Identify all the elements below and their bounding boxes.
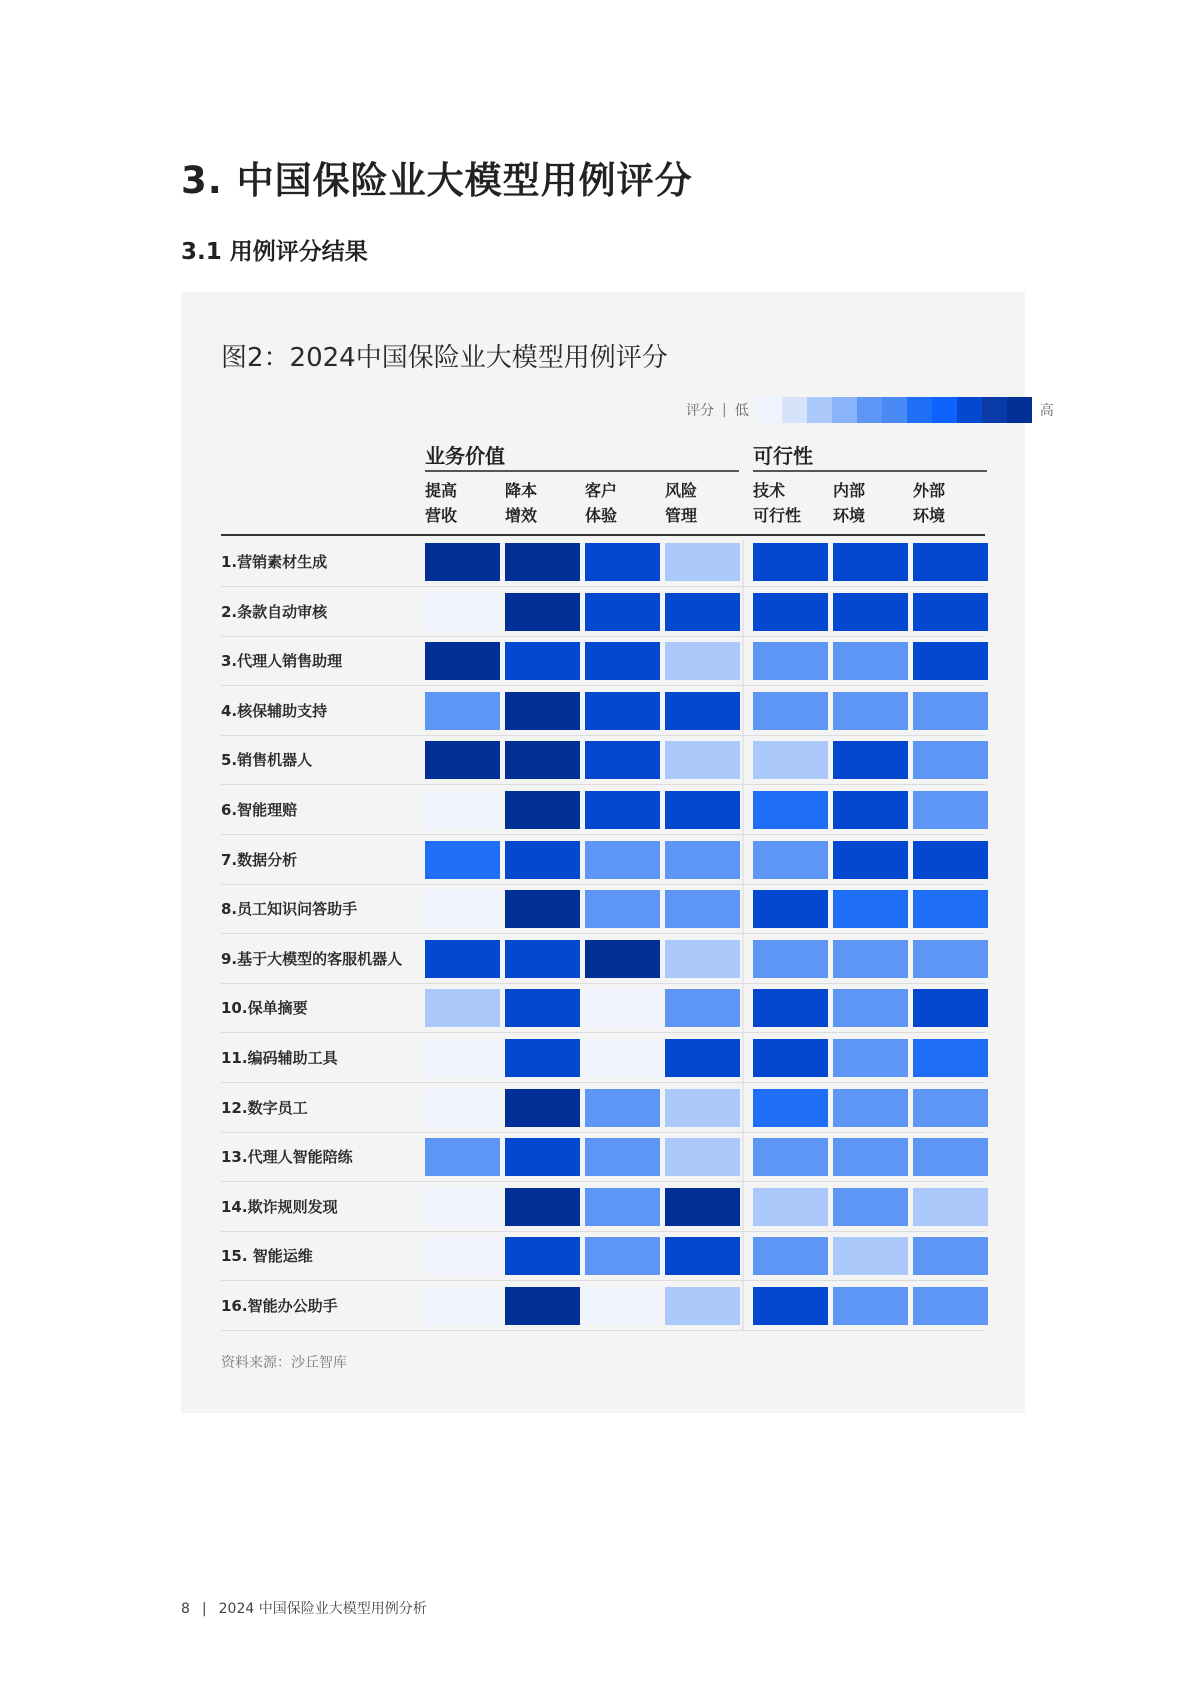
heatmap-cell — [425, 1138, 500, 1176]
heatmap-cell — [585, 1188, 660, 1226]
heatmap-cell — [585, 642, 660, 680]
legend-swatch — [882, 397, 907, 423]
heatmap-cell — [833, 543, 908, 581]
heatmap-cell — [425, 543, 500, 581]
legend-swatch — [932, 397, 957, 423]
heatmap-cell — [913, 989, 988, 1027]
heatmap-cell — [425, 593, 500, 631]
heatmap-cell — [833, 1237, 908, 1275]
legend-swatch — [857, 397, 882, 423]
heatmap-cell — [913, 1089, 988, 1127]
heatmap-cell — [585, 1089, 660, 1127]
heatmap-cell — [913, 1287, 988, 1325]
row-label: 13.代理人智能陪练 — [221, 1148, 353, 1167]
heatmap-cell — [585, 1138, 660, 1176]
heatmap-cell — [753, 642, 828, 680]
column-header — [753, 478, 823, 528]
legend-swatch — [957, 397, 982, 423]
heatmap-cell — [425, 989, 500, 1027]
heatmap-cell — [505, 1138, 580, 1176]
row-divider — [221, 1181, 985, 1182]
heatmap-cell — [425, 642, 500, 680]
row-label: 4.核保辅助支持 — [221, 701, 328, 720]
group-label-business-value: 业务价值 — [425, 444, 505, 468]
row-divider — [221, 884, 985, 885]
column-header-line1: 内部 — [833, 481, 866, 500]
heatmap-cell — [585, 890, 660, 928]
heatmap-cell — [753, 1089, 828, 1127]
footer-doc-title: 2024 中国保险业大模型用例分析 — [218, 1601, 427, 1617]
heatmap-cell — [753, 1287, 828, 1325]
row-divider — [221, 983, 985, 984]
heatmap-cell — [753, 890, 828, 928]
heatmap-cell — [425, 791, 500, 829]
heatmap-cell — [665, 890, 740, 928]
heatmap-cell — [505, 841, 580, 879]
heatmap-cell — [665, 741, 740, 779]
heatmap-cell — [833, 1039, 908, 1077]
column-header-line1: 客户 — [585, 481, 618, 500]
heatmap-cell — [665, 1138, 740, 1176]
heatmap-cell — [505, 1237, 580, 1275]
page-footer — [181, 1598, 427, 1618]
row-label: 5.销售机器人 — [221, 751, 313, 770]
heatmap-cell — [585, 940, 660, 978]
heatmap-cell — [585, 1039, 660, 1077]
heatmap-cell — [833, 1188, 908, 1226]
column-header-line2: 环境 — [913, 506, 946, 525]
heatmap-cell — [913, 791, 988, 829]
heatmap-cell — [753, 1188, 828, 1226]
heatmap-cell — [665, 1188, 740, 1226]
row-label: 11.编码辅助工具 — [221, 1049, 338, 1067]
heatmap-cell — [913, 841, 988, 879]
row-divider — [221, 1231, 985, 1232]
row-divider — [221, 685, 985, 686]
row-divider — [221, 1132, 985, 1133]
row-label: 1.营销素材生成 — [221, 553, 328, 571]
heatmap-cell — [665, 642, 740, 680]
group-rule-feasibility — [753, 470, 987, 472]
legend-swatch — [907, 397, 932, 423]
heatmap-cell — [585, 791, 660, 829]
heatmap-cell — [665, 1287, 740, 1325]
heatmap-cell — [425, 1287, 500, 1325]
heatmap-cell — [425, 1089, 500, 1127]
row-label: 10.保单摘要 — [221, 999, 308, 1018]
heatmap-cell — [425, 741, 500, 779]
heatmap-cell — [425, 890, 500, 928]
header-rule — [221, 534, 985, 536]
row-label: 8.员工知识问答助手 — [221, 900, 358, 919]
heatmap-cell — [505, 890, 580, 928]
row-divider — [221, 1280, 985, 1281]
heatmap-cell — [913, 1138, 988, 1176]
row-label: 2.条款自动审核 — [221, 602, 328, 621]
heatmap-cell — [585, 741, 660, 779]
heatmap-cell — [753, 741, 828, 779]
heatmap-cell — [753, 692, 828, 730]
column-header-line2: 体验 — [585, 506, 618, 525]
page-heading: 3. 中国保险业大模型用例评分 — [181, 159, 693, 202]
heatmap-cell — [833, 1287, 908, 1325]
row-label: 16.智能办公助手 — [221, 1297, 338, 1315]
column-header-line2: 可行性 — [753, 506, 802, 525]
group-divider — [742, 540, 744, 1330]
legend-swatch — [757, 397, 782, 423]
heatmap-cell — [425, 841, 500, 879]
row-label: 9.基于大模型的客服机器人 — [221, 949, 403, 968]
column-header-line1: 降本 — [505, 481, 538, 500]
heatmap-cell — [665, 1237, 740, 1275]
heatmap-cell — [753, 543, 828, 581]
heatmap-cell — [753, 940, 828, 978]
heatmap-cell — [585, 1237, 660, 1275]
heatmap-cell — [665, 940, 740, 978]
column-header — [913, 478, 983, 528]
heatmap-cell — [833, 940, 908, 978]
row-divider — [221, 1330, 985, 1331]
heatmap-cell — [833, 1138, 908, 1176]
legend-swatches — [757, 397, 1032, 423]
legend-swatch — [1007, 397, 1032, 423]
page-number: 8 — [181, 1601, 190, 1617]
row-divider — [221, 834, 985, 835]
heatmap-cell — [585, 593, 660, 631]
heatmap-cell — [665, 692, 740, 730]
heatmap-cell — [913, 543, 988, 581]
heatmap-cell — [425, 1039, 500, 1077]
heatmap-cell — [665, 841, 740, 879]
row-divider — [221, 735, 985, 736]
heatmap-cell — [425, 940, 500, 978]
heatmap-cell — [665, 593, 740, 631]
heatmap-cell — [665, 543, 740, 581]
heatmap-cell — [833, 989, 908, 1027]
column-header — [833, 478, 903, 528]
heatmap-cell — [665, 989, 740, 1027]
legend-low-label: 低 — [734, 403, 749, 419]
color-legend — [686, 397, 1054, 423]
heatmap-cell — [505, 940, 580, 978]
chart-title: 图2：2024中国保险业大模型用例评分 — [221, 343, 668, 373]
column-header-line2: 增效 — [505, 506, 538, 525]
heatmap-cell — [913, 940, 988, 978]
column-header — [425, 478, 495, 528]
heatmap-cell — [753, 1237, 828, 1275]
source-note: 资料来源：沙丘智库 — [221, 1355, 347, 1371]
legend-separator: | — [722, 402, 727, 418]
heatmap-cell — [913, 741, 988, 779]
heatmap-cell — [753, 841, 828, 879]
heatmap-cell — [505, 1039, 580, 1077]
group-rule-business-value — [425, 470, 739, 472]
row-label: 15. 智能运维 — [221, 1247, 313, 1266]
row-label: 12.数字员工 — [221, 1098, 308, 1117]
row-divider — [221, 784, 985, 785]
section-subheading: 3.1 用例评分结果 — [181, 239, 368, 265]
heatmap-cell — [913, 1039, 988, 1077]
heatmap-cell — [585, 1287, 660, 1325]
heatmap-cell — [505, 543, 580, 581]
row-label: 6.智能理赔 — [221, 801, 298, 819]
column-header-line2: 营收 — [425, 506, 458, 525]
column-header-line1: 外部 — [913, 481, 946, 500]
row-label: 14.欺诈规则发现 — [221, 1197, 338, 1216]
column-header-line2: 环境 — [833, 506, 866, 525]
heatmap-cell — [505, 741, 580, 779]
heatmap-cell — [913, 692, 988, 730]
heatmap-cell — [505, 593, 580, 631]
heatmap-cell — [665, 791, 740, 829]
heatmap-cell — [913, 890, 988, 928]
heatmap-cell — [505, 642, 580, 680]
heatmap-cell — [833, 841, 908, 879]
heatmap-cell — [585, 692, 660, 730]
legend-swatch — [832, 397, 857, 423]
heatmap-cell — [833, 1089, 908, 1127]
heatmap-cell — [833, 593, 908, 631]
row-label: 7.数据分析 — [221, 850, 298, 869]
column-header-line1: 提高 — [425, 481, 458, 500]
legend-label: 评分 — [686, 403, 714, 419]
heatmap-cell — [833, 791, 908, 829]
heatmap-cell — [753, 791, 828, 829]
heatmap-cell — [833, 890, 908, 928]
heatmap-cell — [425, 1237, 500, 1275]
row-divider — [221, 933, 985, 934]
heatmap-cell — [585, 841, 660, 879]
heatmap-cell — [585, 989, 660, 1027]
column-header-line1: 风险 — [665, 481, 698, 500]
heatmap-cell — [665, 1089, 740, 1127]
row-divider — [221, 636, 985, 637]
row-divider — [221, 1032, 985, 1033]
row-label: 3.代理人销售助理 — [221, 652, 343, 671]
legend-swatch — [782, 397, 807, 423]
heatmap-cell — [833, 642, 908, 680]
row-divider — [221, 586, 985, 587]
column-header — [665, 478, 735, 528]
heatmap-cell — [833, 741, 908, 779]
heatmap-cell — [505, 1287, 580, 1325]
heatmap-cell — [505, 791, 580, 829]
heatmap-cell — [753, 1039, 828, 1077]
legend-swatch — [982, 397, 1007, 423]
heatmap-cell — [665, 1039, 740, 1077]
legend-high-label: 高 — [1039, 403, 1054, 419]
footer-separator: | — [201, 1601, 207, 1617]
column-header-line2: 管理 — [665, 506, 698, 525]
heatmap-cell — [913, 1188, 988, 1226]
heatmap-cell — [425, 692, 500, 730]
group-label-feasibility: 可行性 — [753, 444, 813, 468]
column-header — [505, 478, 575, 528]
heatmap-cell — [833, 692, 908, 730]
heatmap-cell — [505, 692, 580, 730]
heatmap-cell — [913, 1237, 988, 1275]
legend-swatch — [807, 397, 832, 423]
heatmap-cell — [913, 642, 988, 680]
heatmap-cell — [913, 593, 988, 631]
heatmap-cell — [505, 989, 580, 1027]
heatmap-cell — [753, 593, 828, 631]
heatmap-cell — [753, 1138, 828, 1176]
heatmap-cell — [425, 1188, 500, 1226]
heatmap-cell — [585, 543, 660, 581]
column-header-line1: 技术 — [753, 481, 786, 500]
heatmap-cell — [505, 1089, 580, 1127]
heatmap-cell — [505, 1188, 580, 1226]
heatmap-cell — [753, 989, 828, 1027]
row-divider — [221, 1082, 985, 1083]
column-header — [585, 478, 655, 528]
